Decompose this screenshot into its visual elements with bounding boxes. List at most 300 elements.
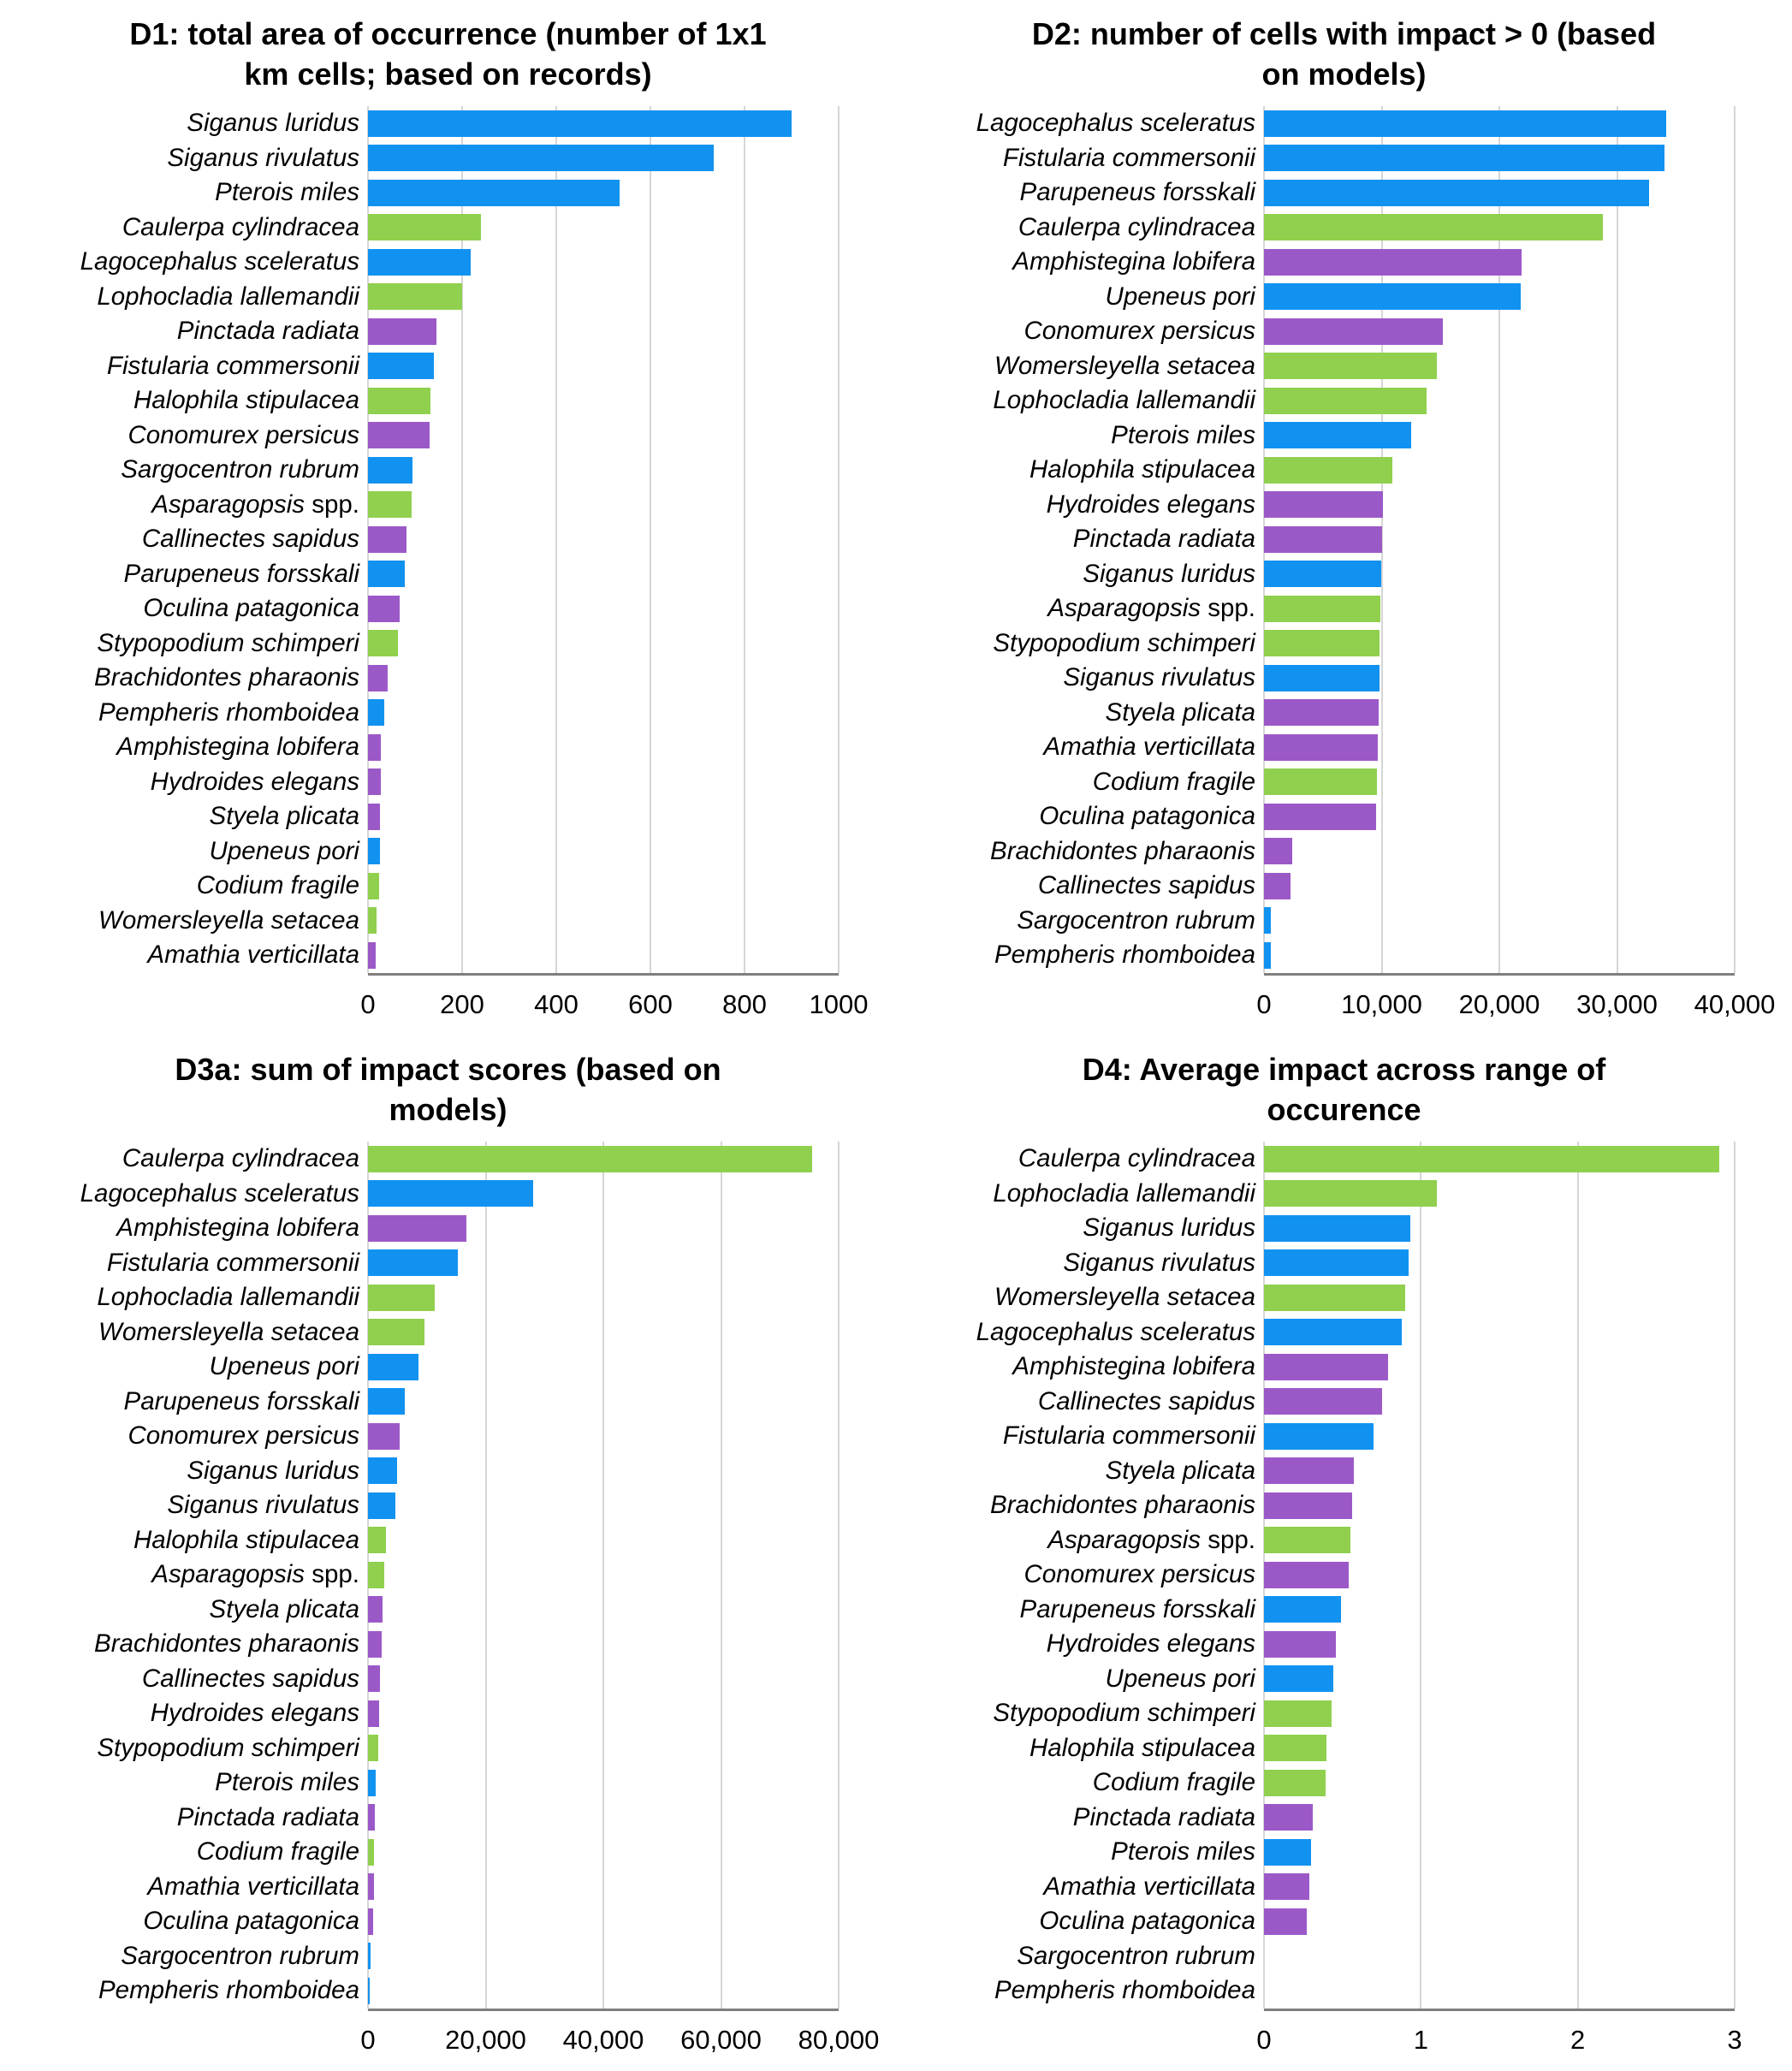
species-label-styela-plicata: Styela plicata [209,1594,359,1623]
bar-row [368,175,839,211]
bar-row [368,349,839,384]
bar-row [368,1904,839,1939]
bar-halophila-stipulacea [368,1527,386,1553]
species-label-pterois-miles: Pterois miles [215,178,359,207]
species-label-stypopodium-schimperi: Stypopodium schimperi [993,1699,1255,1728]
bar-brachidontes-pharaonis [1264,1492,1352,1519]
bar-parupeneus-forsskali [1264,1596,1341,1623]
bar-lagocephalus-sceleratus [1264,1319,1402,1345]
bar-pempheris-rhomboidea [368,1978,370,2004]
species-label-codium-fragile: Codium fragile [196,871,359,900]
bar-row [1264,591,1735,626]
species-label-fistularia-commersonii: Fistularia commersonii [1002,1421,1255,1451]
tick-label-0: 0 [1256,2024,1272,2055]
bar-row [1264,383,1735,418]
chart-title-line: D2: number of cells with impact > 0 (based [1031,16,1657,51]
bar-row [368,938,839,973]
species-label-parupeneus-forsskali: Parupeneus forsskali [1019,178,1255,207]
chart-title-d3a [0,1049,896,1135]
bar-amathia-verticillata [1264,734,1378,761]
bar-row [368,1558,839,1593]
bar-caulerpa-cylindracea [1264,214,1603,240]
species-label-conomurex-persicus: Conomurex persicus [1024,1560,1255,1589]
bar-row [368,245,839,280]
tick-label-3: 3 [1727,2024,1742,2055]
bar-row [368,1280,839,1315]
species-label-hydroides-elegans: Hydroides elegans [150,1699,359,1728]
species-label-lophocladia-lallemandii: Lophocladia lallemandii [97,1283,359,1312]
tick-label-800: 800 [722,988,767,1019]
species-label-fistularia-commersonii: Fistularia commersonii [106,351,359,380]
bar-pterois-miles [1264,422,1411,448]
tick-label-20000: 20,000 [445,2024,526,2055]
bar-womersleyella-setacea [368,1319,424,1345]
bar-row [1264,280,1735,315]
bar-row [368,1696,839,1731]
bar-row [368,1973,839,2009]
species-label-hydroides-elegans: Hydroides elegans [1046,1629,1255,1659]
species-label-stypopodium-schimperi: Stypopodium schimperi [97,628,359,657]
bar-stypopodium-schimperi [368,630,398,656]
plot-area-d2 [1264,106,1735,976]
panel-d2 [896,0,1792,1036]
species-label-halophila-stipulacea: Halophila stipulacea [1029,1733,1255,1762]
bar-row [1264,1177,1735,1212]
bar-row [368,626,839,662]
chart-title-line: D3a: sum of impact scores (based on [175,1052,721,1087]
tick-label-0: 0 [1256,988,1272,1019]
bar-lophocladia-lallemandii [368,283,462,310]
species-label-siganus-luridus: Siganus luridus [1083,559,1255,588]
bar-row [368,1765,839,1801]
panel-d1 [0,0,896,1036]
bar-conomurex-persicus [368,1423,400,1450]
bar-lagocephalus-sceleratus [1264,110,1666,137]
species-label-amphistegina-lobifera: Amphistegina lobifera [116,1214,359,1243]
bar-row [368,1385,839,1420]
chart-title-d4 [896,1049,1792,1135]
bar-row [1264,522,1735,557]
species-label-pterois-miles: Pterois miles [1111,1837,1255,1866]
bar-lophocladia-lallemandii [1264,388,1427,414]
species-label-amathia-verticillata: Amathia verticillata [147,941,359,970]
species-label-caulerpa-cylindracea: Caulerpa cylindracea [122,212,359,241]
bar-row [368,1315,839,1350]
chart-body-d2 [896,106,1792,976]
bar-row [1264,1662,1735,1697]
bar-conomurex-persicus [368,422,430,448]
bar-callinectes-sapidus [368,1665,380,1692]
species-label-pinctada-radiata: Pinctada radiata [1072,1802,1255,1831]
bar-row [368,488,839,523]
bar-row [1264,1973,1735,2009]
species-label-pterois-miles: Pterois miles [1111,420,1255,449]
bar-amphistegina-lobifera [368,734,381,761]
bar-upeneus-pori [1264,283,1521,310]
species-label-siganus-luridus: Siganus luridus [187,1456,359,1485]
bar-row [368,383,839,418]
bar-pterois-miles [368,180,620,206]
species-label-brachidontes-pharaonis: Brachidontes pharaonis [94,663,359,692]
bar-siganus-rivulatus [1264,665,1380,691]
bar-oculina-patagonica [368,596,400,622]
bar-row [1264,106,1735,141]
tick-label-40000: 40,000 [562,2024,644,2055]
bar-row [1264,1558,1735,1593]
bar-row [368,141,839,176]
species-label-hydroides-elegans: Hydroides elegans [1046,490,1255,519]
species-label-siganus-rivulatus: Siganus rivulatus [167,1491,359,1520]
bar-row [368,1835,839,1870]
x-axis-ticks-d3a [360,2011,880,2068]
species-label-codium-fragile: Codium fragile [1092,1768,1255,1797]
bar-hydroides-elegans [1264,491,1383,518]
bar-womersleyella-setacea [1264,1285,1405,1311]
species-label-pinctada-radiata: Pinctada radiata [176,1802,359,1831]
species-label-caulerpa-cylindracea: Caulerpa cylindracea [122,1144,359,1173]
bar-oculina-patagonica [1264,1908,1307,1935]
species-label-asparagopsis: Asparagopsis spp. [151,1560,359,1589]
bar-brachidontes-pharaonis [368,665,388,691]
tick-label-60000: 60,000 [680,2024,762,2055]
species-label-amathia-verticillata: Amathia verticillata [1043,1872,1255,1901]
species-label-womersleyella-setacea: Womersleyella setacea [994,351,1255,380]
species-label-siganus-rivulatus: Siganus rivulatus [167,143,359,172]
bar-row [1264,314,1735,349]
bar-conomurex-persicus [1264,318,1443,345]
bar-caulerpa-cylindracea [368,214,481,240]
bar-row [368,1177,839,1212]
tick-label-80000: 80,000 [798,2024,880,2055]
bar-row [1264,211,1735,246]
chart-title-line: D1: total area of occurrence (number of 1x1 [129,16,767,51]
bar-pinctada-radiata [368,1804,375,1831]
bar-row [368,1142,839,1177]
bar-row [1264,1142,1735,1177]
bar-womersleyella-setacea [368,907,377,934]
bar-row [368,1939,839,1974]
bar-row [1264,1696,1735,1731]
bar-row [1264,141,1735,176]
bar-halophila-stipulacea [368,388,430,414]
bar-halophila-stipulacea [1264,1735,1326,1761]
species-label-parupeneus-forsskali: Parupeneus forsskali [1019,1594,1255,1623]
bar-pinctada-radiata [1264,526,1382,553]
bar-row [368,314,839,349]
bar-lophocladia-lallemandii [368,1285,435,1311]
bar-siganus-rivulatus [1264,1249,1409,1276]
species-label-oculina-patagonica: Oculina patagonica [143,1907,359,1936]
bar-amphistegina-lobifera [1264,249,1522,276]
species-label-oculina-patagonica: Oculina patagonica [1039,802,1255,831]
bar-lagocephalus-sceleratus [368,249,471,276]
bar-row [368,1801,839,1836]
chart-title-line: km cells; based on records) [244,56,652,92]
bar-styela-plicata [368,1596,383,1623]
tick-label-600: 600 [628,988,673,1019]
plot-area-d3a [368,1142,839,2011]
bar-row [1264,349,1735,384]
species-label-halophila-stipulacea: Halophila stipulacea [133,386,359,415]
species-label-styela-plicata: Styela plicata [209,802,359,831]
tick-label-400: 400 [534,988,579,1019]
bar-lophocladia-lallemandii [1264,1180,1437,1207]
species-label-callinectes-sapidus: Callinectes sapidus [141,525,359,554]
bar-row [368,1246,839,1281]
bar-row [368,1211,839,1246]
bar-row [368,211,839,246]
species-label-amphistegina-lobifera: Amphistegina lobifera [1012,1352,1255,1381]
bar-row [368,869,839,904]
bar-row [368,1731,839,1766]
species-label-caulerpa-cylindracea: Caulerpa cylindracea [1018,1144,1255,1173]
bar-row [1264,1211,1735,1246]
bar-row [1264,1870,1735,1905]
tick-label-2: 2 [1570,2024,1586,2055]
species-label-conomurex-persicus: Conomurex persicus [128,1421,359,1451]
bar-row [368,557,839,592]
species-label-lophocladia-lallemandii: Lophocladia lallemandii [97,282,359,311]
bar-row [368,1488,839,1523]
bar-row [1264,488,1735,523]
bar-row [1264,1280,1735,1315]
bar-row [368,696,839,731]
bar-row [1264,765,1735,800]
bar-siganus-luridus [368,1457,397,1484]
bar-row [1264,245,1735,280]
species-label-asparagopsis: Asparagopsis spp. [151,490,359,519]
bar-row [368,904,839,939]
bar-row [1264,834,1735,869]
chart-body-d4 [896,1142,1792,2011]
species-labels-d1 [0,106,368,976]
bar-caulerpa-cylindracea [368,1146,812,1172]
bar-row [1264,730,1735,765]
bar-row [368,834,839,869]
species-label-lophocladia-lallemandii: Lophocladia lallemandii [993,1178,1255,1208]
species-label-pempheris-rhomboidea: Pempheris rhomboidea [98,697,359,727]
bar-styela-plicata [1264,699,1379,726]
bar-amathia-verticillata [368,1873,374,1900]
bar-asparagopsis [368,491,412,518]
species-label-styela-plicata: Styela plicata [1105,697,1255,727]
species-label-callinectes-sapidus: Callinectes sapidus [141,1664,359,1693]
species-label-siganus-luridus: Siganus luridus [187,109,359,138]
bar-row [1264,175,1735,211]
bar-parupeneus-forsskali [1264,180,1649,206]
species-label-parupeneus-forsskali: Parupeneus forsskali [123,559,359,588]
species-label-stypopodium-schimperi: Stypopodium schimperi [993,628,1255,657]
species-label-conomurex-persicus: Conomurex persicus [128,420,359,449]
bar-styela-plicata [1264,1457,1354,1484]
bar-siganus-rivulatus [368,145,714,171]
species-label-womersleyella-setacea: Womersleyella setacea [994,1283,1255,1312]
bar-sargocentron-rubrum [368,457,412,484]
bar-row [1264,1523,1735,1558]
species-label-sargocentron-rubrum: Sargocentron rubrum [121,1941,359,1970]
species-label-oculina-patagonica: Oculina patagonica [1039,1907,1255,1936]
bar-brachidontes-pharaonis [1264,838,1292,864]
bar-row [1264,557,1735,592]
chart-title-line: models) [389,1092,507,1127]
bar-row [1264,1731,1735,1766]
species-label-amphistegina-lobifera: Amphistegina lobifera [1012,247,1255,276]
bar-fistularia-commersonii [1264,1423,1374,1450]
species-label-brachidontes-pharaonis: Brachidontes pharaonis [990,836,1255,865]
bar-row [1264,1939,1735,1974]
bar-row [368,765,839,800]
species-label-fistularia-commersonii: Fistularia commersonii [106,1248,359,1277]
bar-callinectes-sapidus [1264,873,1291,899]
species-label-styela-plicata: Styela plicata [1105,1456,1255,1485]
bar-row [368,453,839,488]
species-label-pterois-miles: Pterois miles [215,1768,359,1797]
bar-hydroides-elegans [368,768,381,795]
bar-parupeneus-forsskali [368,561,405,587]
bar-callinectes-sapidus [368,526,406,553]
tick-label-40000: 40,000 [1694,988,1776,1019]
bar-row [1264,1350,1735,1385]
bar-row [368,1454,839,1489]
bar-row [1264,1904,1735,1939]
bar-row [1264,1801,1735,1836]
bar-row [1264,1488,1735,1523]
bar-pterois-miles [368,1770,376,1796]
bar-codium-fragile [368,1839,374,1866]
species-label-upeneus-pori: Upeneus pori [209,1352,359,1381]
bar-row [1264,1385,1735,1420]
species-labels-d4 [896,1142,1264,2011]
chart-body-d3a [0,1142,896,2011]
species-label-amphistegina-lobifera: Amphistegina lobifera [116,733,359,762]
bar-amphistegina-lobifera [1264,1354,1388,1380]
bar-row [368,1870,839,1905]
bar-lagocephalus-sceleratus [368,1180,533,1207]
bar-row [1264,453,1735,488]
bar-upeneus-pori [368,1354,418,1380]
bar-row [1264,626,1735,662]
bar-row [368,730,839,765]
species-label-lophocladia-lallemandii: Lophocladia lallemandii [993,386,1255,415]
tick-label-1: 1 [1413,2024,1428,2055]
species-label-lagocephalus-sceleratus: Lagocephalus sceleratus [976,109,1255,138]
tick-label-1000: 1000 [809,988,869,1019]
species-label-oculina-patagonica: Oculina patagonica [143,594,359,623]
bar-parupeneus-forsskali [368,1388,405,1415]
species-label-fistularia-commersonii: Fistularia commersonii [1002,143,1255,172]
tick-label-0: 0 [360,2024,376,2055]
bar-pterois-miles [1264,1839,1311,1866]
species-label-upeneus-pori: Upeneus pori [1105,1664,1255,1693]
species-label-caulerpa-cylindracea: Caulerpa cylindracea [1018,212,1255,241]
species-label-asparagopsis: Asparagopsis spp. [1047,594,1255,623]
bar-row [368,522,839,557]
species-label-callinectes-sapidus: Callinectes sapidus [1037,1386,1255,1415]
species-label-siganus-luridus: Siganus luridus [1083,1214,1255,1243]
bar-row [368,1419,839,1454]
species-label-amathia-verticillata: Amathia verticillata [1043,733,1255,762]
species-label-codium-fragile: Codium fragile [196,1837,359,1866]
bar-codium-fragile [1264,768,1377,795]
x-axis-ticks-d1 [360,976,869,1032]
species-labels-d2 [896,106,1264,976]
species-label-siganus-rivulatus: Siganus rivulatus [1063,1248,1255,1277]
bar-oculina-patagonica [1264,804,1376,830]
bar-stypopodium-schimperi [368,1735,378,1761]
species-label-halophila-stipulacea: Halophila stipulacea [1029,455,1255,484]
bar-stypopodium-schimperi [1264,630,1380,656]
bar-womersleyella-setacea [1264,353,1437,379]
bar-row [368,280,839,315]
species-label-pempheris-rhomboidea: Pempheris rhomboidea [994,941,1255,970]
bar-row [368,106,839,141]
tick-label-200: 200 [440,988,484,1019]
bar-siganus-rivulatus [368,1492,395,1519]
bar-conomurex-persicus [1264,1562,1349,1588]
bar-amathia-verticillata [368,942,376,969]
chart-body-d1 [0,106,896,976]
bar-codium-fragile [1264,1770,1326,1796]
bar-row [1264,1246,1735,1281]
plot-area-d4 [1264,1142,1735,2011]
chart-title-line: D4: Average impact across range of [1082,1052,1606,1087]
species-label-pinctada-radiata: Pinctada radiata [1072,525,1255,554]
bar-halophila-stipulacea [1264,457,1392,484]
bar-asparagopsis [368,1562,384,1588]
bar-brachidontes-pharaonis [368,1631,382,1658]
species-label-sargocentron-rubrum: Sargocentron rubrum [121,455,359,484]
bar-asparagopsis [1264,1527,1350,1553]
chart-title-d2 [896,14,1792,99]
bar-upeneus-pori [368,838,380,864]
bar-codium-fragile [368,873,379,899]
panel-d4 [896,1036,1792,2071]
bar-upeneus-pori [1264,1665,1333,1692]
bar-callinectes-sapidus [1264,1388,1382,1415]
species-label-womersleyella-setacea: Womersleyella setacea [98,1317,359,1346]
species-label-pempheris-rhomboidea: Pempheris rhomboidea [994,1976,1255,2005]
bar-hydroides-elegans [1264,1631,1336,1658]
bar-row [1264,799,1735,834]
bar-row [368,418,839,454]
bar-stypopodium-schimperi [1264,1700,1332,1727]
bar-fistularia-commersonii [368,353,434,379]
x-axis-ticks-d4 [1256,2011,1742,2068]
species-labels-d3a [0,1142,368,2011]
bar-siganus-luridus [1264,561,1381,587]
tick-label-30000: 30,000 [1576,988,1658,1019]
bar-caulerpa-cylindracea [1264,1146,1719,1172]
bar-siganus-luridus [1264,1215,1410,1242]
species-label-sargocentron-rubrum: Sargocentron rubrum [1017,1941,1255,1970]
bar-row [1264,1315,1735,1350]
bar-hydroides-elegans [368,1700,379,1727]
plot-area-d1 [368,106,839,976]
species-label-callinectes-sapidus: Callinectes sapidus [1037,871,1255,900]
bar-fistularia-commersonii [1264,145,1664,171]
species-label-sargocentron-rubrum: Sargocentron rubrum [1017,905,1255,935]
species-label-codium-fragile: Codium fragile [1092,767,1255,796]
bar-row [1264,696,1735,731]
species-label-conomurex-persicus: Conomurex persicus [1024,317,1255,346]
species-label-parupeneus-forsskali: Parupeneus forsskali [123,1386,359,1415]
bar-row [368,1350,839,1385]
bar-sargocentron-rubrum [368,1943,371,1969]
species-label-hydroides-elegans: Hydroides elegans [150,767,359,796]
bar-row [1264,1419,1735,1454]
bar-row [368,1593,839,1628]
bar-row [368,1627,839,1662]
